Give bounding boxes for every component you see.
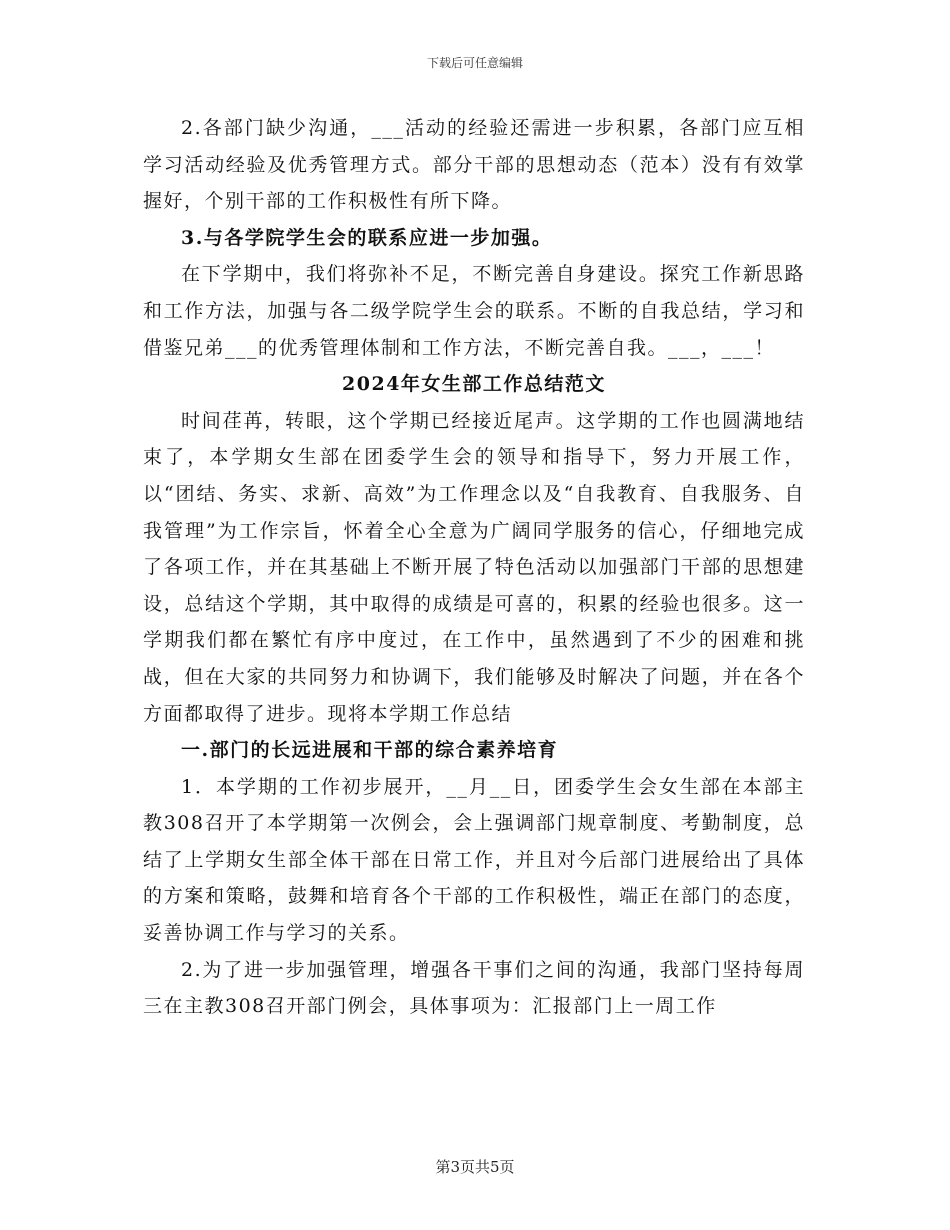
paragraph: 时间荏苒，转眼，这个学期已经接近尾声。这学期的工作也圆满地结束了，本学期女生部在团委学生会的领导和指导下，努力开展工作，以“团结、务实、求新、高效”为工作理念以及“自我教育、自我服务、自我管理”为工作宗旨，怀着全心全意为广阔同学服务的信心，仔细地完成了各项工作，并在其基础上不断开展了特色活动以加强部门干部的思想建设，总结这个学期，其中取得的成绩是可喜的，积累的经验也很多。这一学期我们都在繁忙有序中度过，在工作中，虽然遇到了不少的困难和挑战，但在大家的共同努力和协调下，我们能够及时解决了问题，并在各个方面都取得了进步。现将本学期工作总结 — [143, 409, 805, 725]
paragraph: 1．本学期的工作初步展开，__月__日，团委学生会女生部在本部主教308召开了本学期第一次例会，会上强调部门规章制度、考勤制度，总结了上学期女生部全体干部在日常工作，并且对今后部门进展给出了具体的方案和策略，鼓舞和培育各个干部的工作积极性，端正在部门的态度，妥善协调工作与学习的关系。 — [143, 775, 805, 945]
document-body — [143, 110, 805, 1025]
section-heading: 3.与各学院学生会的联系应进一步加强。 — [181, 226, 553, 249]
page-footer: 第3页共5页 — [435, 1158, 515, 1176]
paragraph: 在下学期中，我们将弥补不足，不断完善自身建设。探究工作新思路和工作方法，加强与各二级学院学生会的联系。不断的自我总结，学习和借鉴兄弟___的优秀管理体制和工作方法，不断完善自我。___，___！ — [143, 263, 805, 359]
document-title: 2024年女生部工作总结范文 — [342, 373, 606, 396]
page-header: 下载后可任意编辑 — [426, 56, 523, 70]
paragraph: 2.为了进一步加强管理，增强各干事们之间的沟通，我部门坚持每周三在主教308召开部门例会，具体事项为：汇报部门上一周工作 — [143, 958, 805, 1018]
section-heading: 一.部门的长远进展和干部的综合素养培育 — [181, 739, 559, 762]
paragraph: 2.各部门缺少沟通，___活动的经验还需进一步积累，各部门应互相学习活动经验及优秀管理方式。部分干部的思想动态（范本）没有有效掌握好，个别干部的工作积极性有所下降。 — [143, 117, 805, 213]
